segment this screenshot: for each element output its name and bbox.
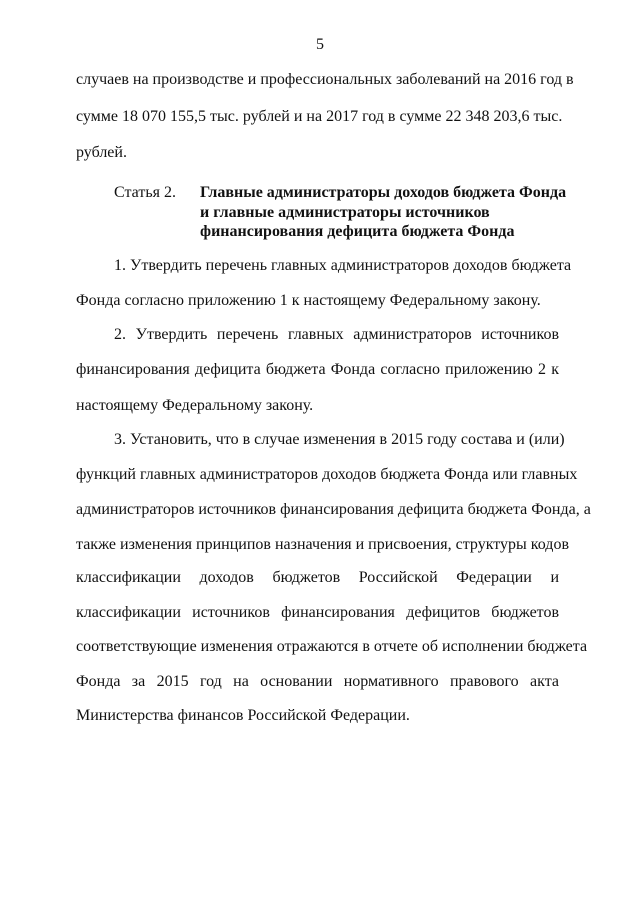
page-number: 5 [316,36,324,53]
article-title-line: Главные администраторы доходов бюджета Фонда [200,184,567,201]
text-line: Фонда за 2015 год на основании нормативного правового акта [76,673,559,690]
text-line: функций главных администраторов доходов бюджета Фонда или главных [76,466,578,483]
text-line: соответствующие изменения отражаются в отчете об исполнении бюджета [76,638,588,655]
text-line: классификации доходов бюджетов Российской Федерации и [76,569,559,586]
article-title-line: и главные администраторы источников [200,204,490,221]
text-line: финансирования дефицита бюджета Фонда согласно приложению 2 к [76,361,559,378]
text-line: Министерства финансов Российской Федерации. [76,707,410,724]
article-label: Статья 2. [114,184,176,201]
text-line: администраторов источников финансирования дефицита бюджета Фонда, а [76,501,591,518]
text-line: случаев на производстве и профессиональных заболеваний на 2016 год в [76,71,574,88]
text-line: настоящему Федеральному закону. [76,397,314,414]
text-line: 1. Утвердить перечень главных администраторов доходов бюджета [114,257,572,274]
text-line: 2. Утвердить перечень главных администраторов источников [114,326,559,343]
text-line: также изменения принципов назначения и присвоения, структуры кодов [76,536,569,553]
text-line: рублей. [76,144,127,161]
text-line: 3. Установить, что в случае изменения в 2015 году состава и (или) [114,431,565,448]
article-title-line: финансирования дефицита бюджета Фонда [200,223,515,240]
text-line: сумме 18 070 155,5 тыс. рублей и на 2017 год в сумме 22 348 203,6 тыс. [76,108,563,125]
text-line: Фонда согласно приложению 1 к настоящему Федеральному закону. [76,292,541,309]
text-line: классификации источников финансирования дефицитов бюджетов [76,604,559,621]
